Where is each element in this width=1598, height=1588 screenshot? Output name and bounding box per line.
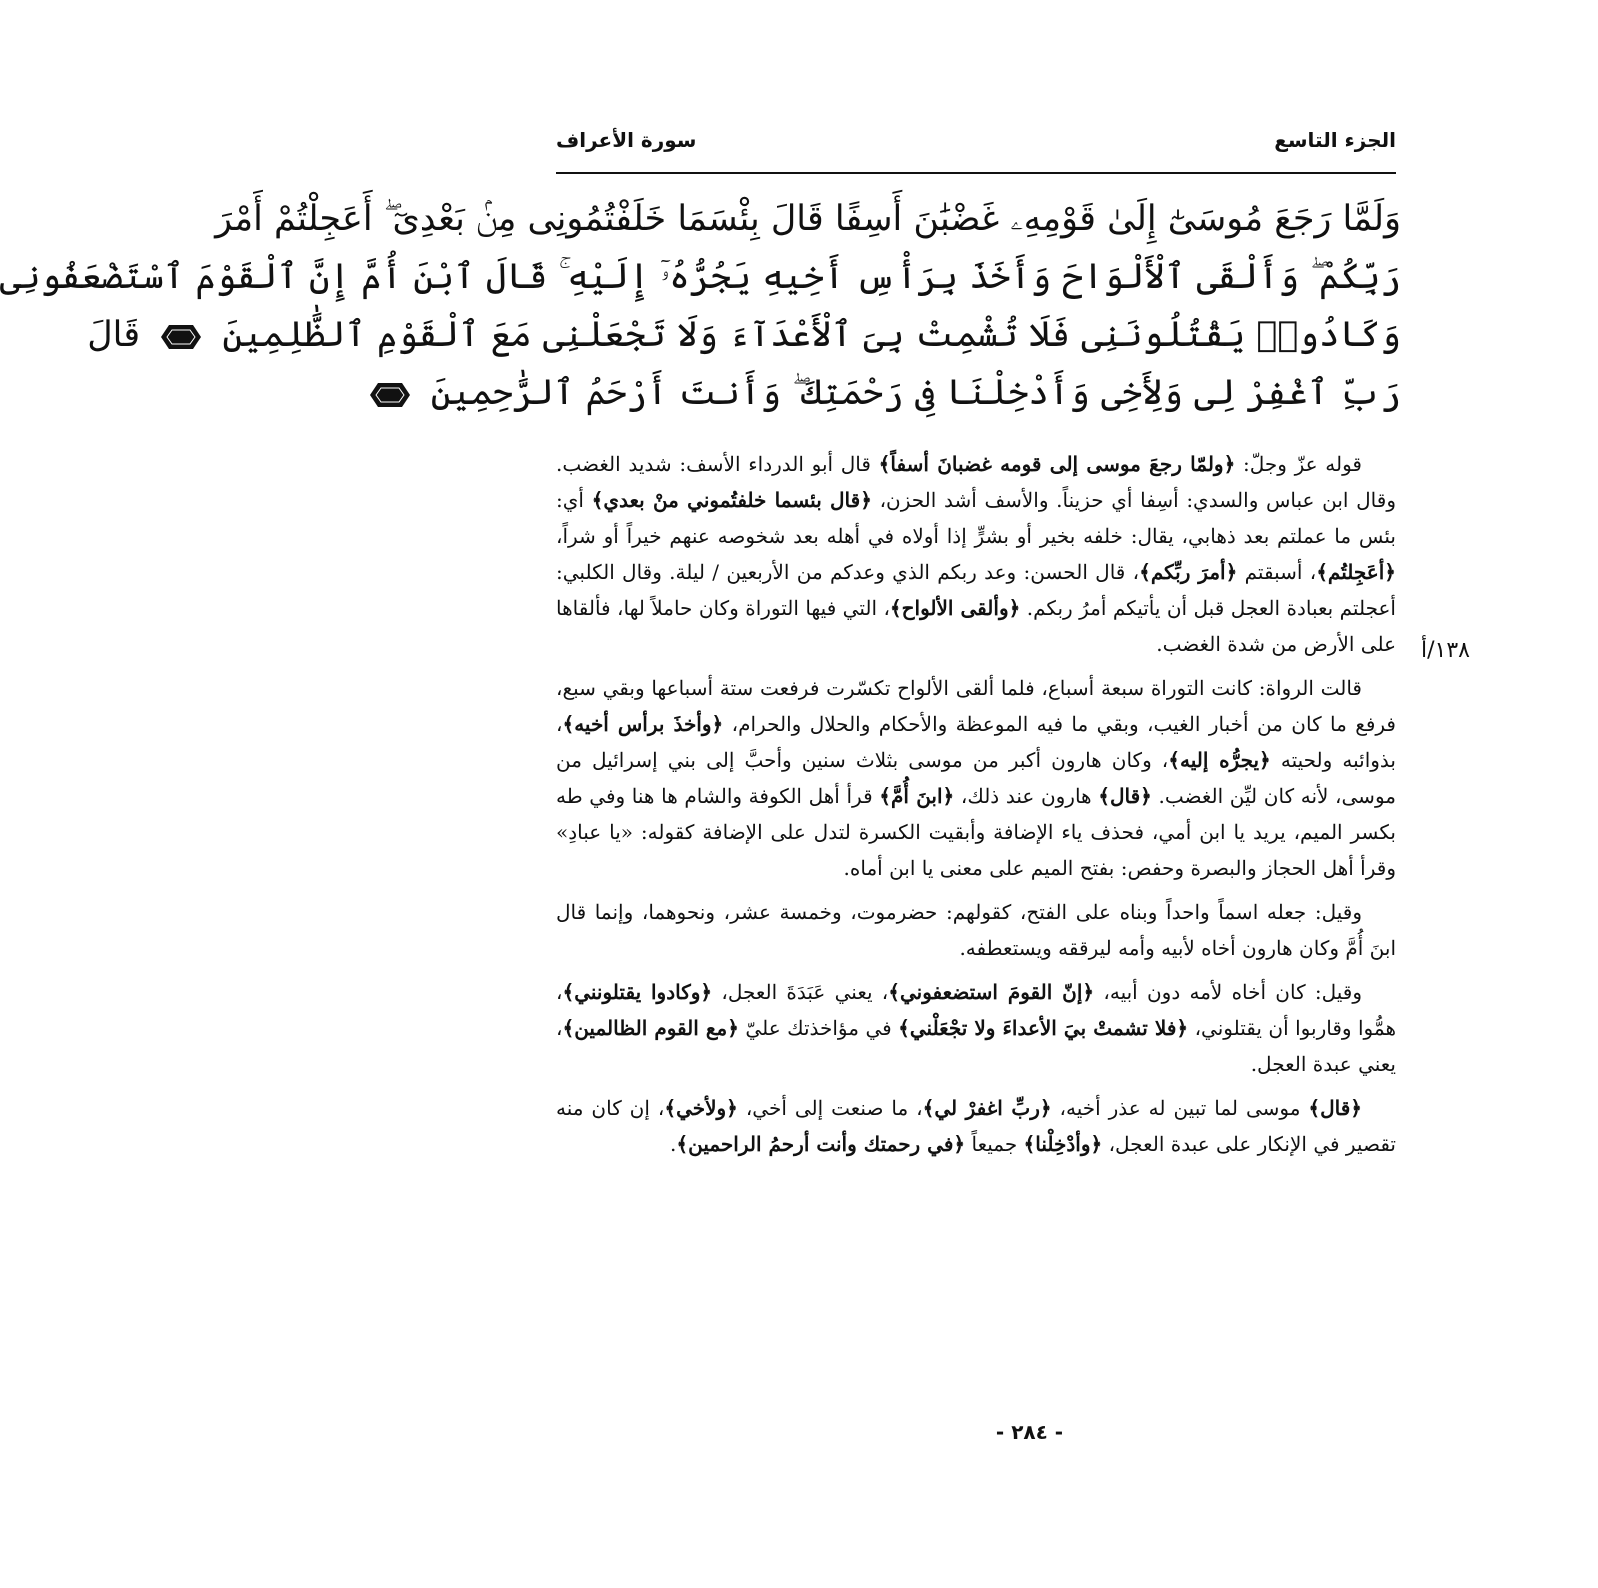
quran-quote: ﴿ولأخي﴾ [664,1096,738,1120]
commentary-paragraph-3 [556,894,1396,966]
quran-line-3 [87,306,1401,364]
commentary-text: ، همُّوا وقاربوا أن يقتلوني، [556,980,1396,1040]
quran-quote: ﴿وأخذَ برأس أخيه﴾ [562,712,724,736]
quran-quote: ﴿وأدْخِلْنا﴾ [1023,1132,1103,1156]
quran-quote: ﴿قال﴾ [1098,784,1152,808]
commentary-text: ، يعني عَبَدَةَ العجل، [712,980,889,1004]
running-head [556,128,1396,168]
quran-line-2: رَبِّكُمْ ۖ وَأَلْقَى ٱلْأَلْوَاحَ وَأَخَذَ بِرَأْسِ أَخِيهِ يَجُرُّهُۥٓ إِلَيْهِ ۚ قَالَ ٱبْنَ أُمَّ إِنَّ ٱلْقَوْمَ ٱسْتَضْعَفُونِى [0,257,1401,297]
commentary-text: ، قال الحسن: وعد ربكم الذي وعدكم من الأربعين / ليلة. وقال الكلبي: أعجلتم بعبادة العجل قبل أن يأتيكم أمرُ ربكم. [556,560,1396,620]
commentary-text: . [670,1132,677,1156]
commentary-text: قال أبو الدرداء الأسف: شديد الغضب. وقال ابن عباس والسدي: أسِفا أي حزيناً. والأسف أشد الحزن، [556,452,1396,512]
quran-quote: ﴿قال﴾ [1308,1096,1363,1120]
commentary [556,446,1396,1170]
ayah-marker-150 [159,321,204,363]
quran-verses [0,190,1401,422]
commentary-text: ، أسبقتم [1237,560,1317,584]
header-divider [556,172,1396,174]
commentary-text: موسى لما تبين له عذر أخيه، [1051,1096,1309,1120]
commentary-paragraph-1 [556,446,1396,662]
quran-quote: ﴿أمرَ ربِّكم﴾ [1139,560,1238,584]
quran-line-3-text: وَكَادُوا۟ يَقْتُلُونَنِى فَلَا تُشْمِتْ بِىَ ٱلْأَعْدَآءَ وَلَا تَجْعَلْنِى مَعَ ٱلْقَوْمِ ٱلظَّٰلِمِينَ [222,315,1401,355]
commentary-text: جميعاً [965,1132,1024,1156]
quran-quote: ﴿قال بئسما خلفتُموني منْ بعدي﴾ [591,488,872,512]
quran-quote: ﴿ولمّا رجعَ موسى إلى قومه غضبانَ أسفاً﴾ [878,452,1236,476]
quran-quote: ﴿وكادوا يقتلونني﴾ [562,980,713,1004]
commentary-text: قالت الرواة: كانت التوراة سبعة أسباع، فلما ألقى الألواح تكسّرت فرفعت ستة أسباعها وبقي سبع، فرفع ما كان من أخبار الغيب، وبقي ما فيه الموعظة والأحكام والحلال والحرام، [556,676,1396,736]
commentary-paragraph-4 [556,974,1396,1082]
quran-line-1: وَلَمَّا رَجَعَ مُوسَىٰٓ إِلَىٰ قَوْمِهِۦ غَضْبَٰنَ أَسِفًا قَالَ بِئْسَمَا خَلَفْتُمُونِى مِنۢ بَعْدِىٓ ۖ أَعَجِلْتُمْ أَمْرَ [215,199,1401,239]
quran-quote: ﴿ربِّ اغفرْ لي﴾ [922,1096,1052,1120]
part-title: الجزء التاسع [1274,128,1396,152]
commentary-text: ، وكان هارون أكبر من موسى بثلاث سنين وأحبَّ إلى بني إسرائيل من موسى، لأنه كان ليِّن الغضب. [556,748,1396,808]
quran-line-4 [389,364,1401,422]
ayah-number-151: ١٥١ [389,406,412,421]
quran-quote: ﴿إنّ القومَ استضعفوني﴾ [888,980,1095,1004]
commentary-text: ، بذوائبه ولحيته [556,712,1396,772]
commentary-paragraph-5 [556,1090,1396,1162]
manuscript-folio-reference: ١٣٨/أ [1421,638,1470,663]
commentary-paragraph-2 [556,670,1396,886]
commentary-text: وقيل: كان أخاه لأمه دون أبيه، [1094,980,1362,1004]
commentary-text: وقيل: جعله اسماً واحداً وبناه على الفتح، كقولهم: حضرموت، وخمسة عشر، ونحوهما، وإنما قال ابنَ أُمَّ وكان هارون أخاه لأبيه وأمه ليرققه ويستعطفه. [556,900,1396,960]
surah-title: سورة الأعراف [556,128,697,152]
quran-quote: ﴿وألقى الألواح﴾ [889,596,1021,620]
ayah-number-150: ١٥٠ [181,348,204,363]
commentary-text: ، التي فيها التوراة وكان حاملاً لها، فألقاها على الأرض من شدة الغضب. [556,596,1396,656]
quran-quote: ﴿أعَجِلتُم﴾ [1316,560,1396,584]
commentary-text: ، إن كان منه تقصير في الإنكار على عبدة العجل، [556,1096,1396,1156]
quran-quote: ﴿يجرُّه إليه﴾ [1168,748,1271,772]
ayah-marker-151 [368,379,412,421]
quran-quote: ﴿ابنَ أُمَّ﴾ [879,784,955,808]
page-number: - ٢٨٤ - [995,1420,1064,1444]
commentary-text: قرأ أهل الكوفة والشام ها هنا وفي طه بكسر الميم، يريد يا ابن أمي، فحذف ياء الإضافة وأبقيت الكسرة لتدل على الإضافة كقوله: «يا عبادِ» وقرأ أهل الحجاز والبصرة وحفص: بفتح الميم على معنى يا ابن أماه. [556,784,1396,880]
commentary-text: في مؤاخذتك عليّ [738,1016,899,1040]
quran-quote: ﴿مع القوم الظالمين﴾ [562,1016,739,1040]
quran-quote: ﴿في رحمتك وأنت أرحمُ الراحمين﴾ [676,1132,966,1156]
commentary-text: أي: بئس ما عملتم بعد ذهابي، يقال: خلفه بخير أو بشرٍّ إذا أولاه في أهله بعد شخوصه عنهم خيراً أو شراً، [556,488,1396,548]
commentary-text: قوله عزّ وجلّ: [1235,452,1362,476]
commentary-text: هارون عند ذلك، [954,784,1099,808]
commentary-text: ، يعني عبدة العجل. [556,1016,1396,1076]
quran-line-4-text: رَبِّ ٱغْفِرْ لِى وَلِأَخِى وَأَدْخِلْنَا فِى رَحْمَتِكَ ۖ وَأَنتَ أَرْحَمُ ٱلرَّٰحِمِينَ [430,373,1401,413]
quran-quote: ﴿فلا تشمتْ بيَ الأعداءَ ولا تجْعَلْني﴾ [898,1016,1189,1040]
commentary-text: ، ما صنعت إلى أخي، [737,1096,923,1120]
quran-line-3-tail: قَالَ [87,315,141,355]
